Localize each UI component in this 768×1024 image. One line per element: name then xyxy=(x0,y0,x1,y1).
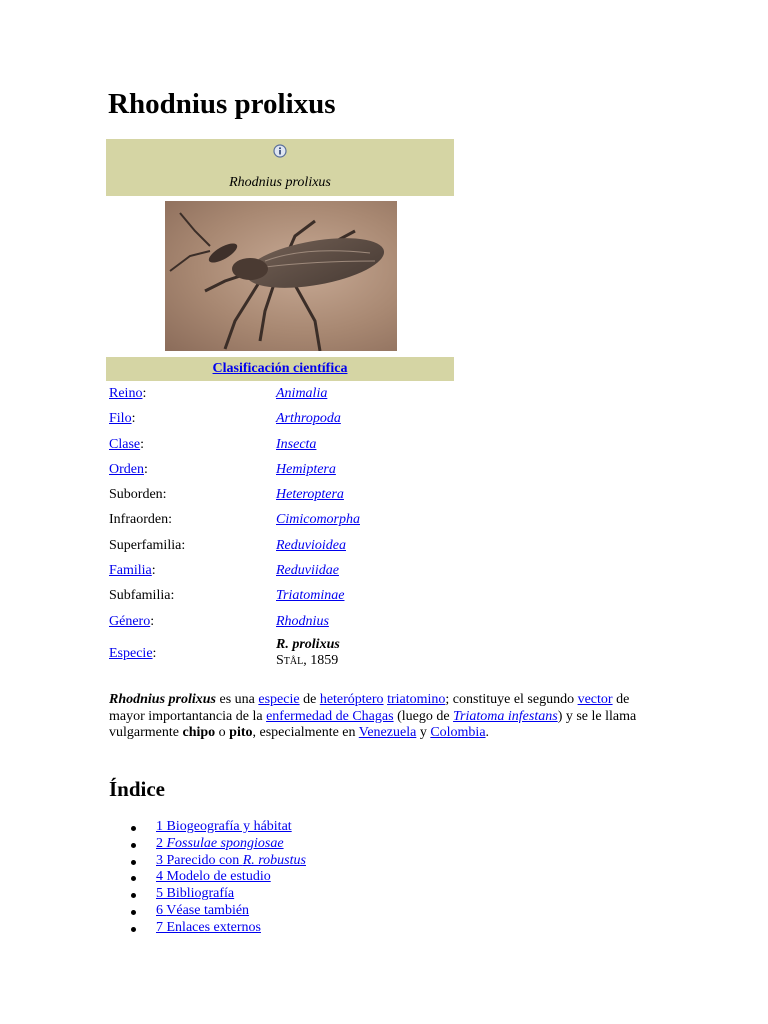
term-chipo: chipo xyxy=(182,725,216,741)
link-heteroptero[interactable]: heteróptero xyxy=(319,692,384,707)
species-author: Stål, 1859 xyxy=(276,652,339,668)
toc-link[interactable]: 3 Parecido con R. robustus xyxy=(156,852,306,868)
row-value-link[interactable]: Animalia xyxy=(276,386,328,401)
info-icon[interactable] xyxy=(273,144,287,158)
row-key-link[interactable]: Familia xyxy=(109,563,152,579)
taxonomy-row: Orden: Hemiptera xyxy=(106,457,454,482)
link-colombia[interactable]: Colombia xyxy=(430,725,486,741)
row-value-link[interactable]: Insecta xyxy=(276,436,317,452)
toc-link[interactable]: 7 Enlaces externos xyxy=(156,919,261,935)
table-of-contents xyxy=(109,819,306,937)
row-value-link[interactable]: Reduvioidea xyxy=(276,537,346,553)
row-value-link[interactable]: Hemiptera xyxy=(276,461,336,477)
insect-illustration xyxy=(165,201,397,351)
taxonomy-row: Infraorden: Cimicomorpha xyxy=(106,507,454,532)
link-triatoma-infestans[interactable]: Triatoma infestans xyxy=(453,708,558,724)
toc-link[interactable]: 4 Modelo de estudio xyxy=(156,869,271,885)
row-value-link[interactable]: Cimicomorpha xyxy=(276,512,360,528)
taxonomy-row: Reino: Animalia xyxy=(106,381,454,406)
taxonomy-rows xyxy=(106,381,454,674)
link-chagas[interactable]: enfermedad de Chagas xyxy=(266,708,394,724)
toc-item xyxy=(109,836,306,853)
species-value xyxy=(276,637,340,669)
taxonomy-row: Familia: Reduviidae xyxy=(106,558,454,583)
taxobox-header xyxy=(106,139,454,196)
link-triatomino[interactable]: triatomino xyxy=(387,692,446,707)
row-key: Superfamilia xyxy=(109,537,182,553)
term-pito: pito xyxy=(229,725,253,741)
row-key: Suborden xyxy=(109,487,163,503)
taxonomy-row: Subfamilia: Triatominae xyxy=(106,583,454,608)
page-title: Rhodnius prolixus xyxy=(108,88,336,120)
toc-link[interactable]: 2 Fossulae spongiosae xyxy=(156,835,284,851)
row-key-link[interactable]: Orden xyxy=(109,461,144,477)
row-value-link[interactable]: Triatominae xyxy=(276,588,345,604)
toc-item xyxy=(109,920,306,937)
taxobox xyxy=(106,139,454,674)
insect-photo[interactable] xyxy=(165,201,397,351)
link-vector[interactable]: vector xyxy=(577,692,613,707)
row-key-link[interactable]: Reino xyxy=(109,386,143,401)
taxonomy-row: Suborden: Heteroptera xyxy=(106,482,454,507)
row-key: Subfamilia xyxy=(109,588,171,604)
intro-paragraph: Rhodnius prolixus es una especie de heteróptero triatomino; constituye el segundo vector de mayor importantancia de la enfermedad de Chagas (luego de Triatoma infestans) y se le llama vulgarmente chipo o pito, especialmente en Venezuela y Colombia. xyxy=(109,692,637,741)
classification-link[interactable]: Clasificación científica xyxy=(212,361,348,376)
row-value-link[interactable]: Reduviidae xyxy=(276,563,339,579)
toc-item xyxy=(109,819,306,836)
link-venezuela[interactable]: Venezuela xyxy=(358,725,417,741)
row-key-link[interactable]: Género xyxy=(109,613,151,629)
toc-item xyxy=(109,853,306,870)
link-especie[interactable]: especie xyxy=(258,692,300,707)
toc-link[interactable]: 6 Véase también xyxy=(156,902,250,918)
toc-heading: Índice xyxy=(109,777,166,801)
species-name: R. prolixus xyxy=(276,636,340,652)
row-key-link[interactable]: Clase xyxy=(109,436,141,452)
toc-link[interactable]: 1 Biogeografía y hábitat xyxy=(156,819,292,834)
toc-item xyxy=(109,886,306,903)
row-key: Infraorden xyxy=(109,512,169,528)
toc-link[interactable]: 5 Bibliografía xyxy=(156,886,235,902)
row-value-link[interactable]: Rhodnius xyxy=(276,613,329,629)
toc-item xyxy=(109,869,306,886)
taxonomy-row: Género: Rhodnius xyxy=(106,609,454,634)
taxonomy-row: Clase: Insecta xyxy=(106,432,454,457)
taxonomy-row: Filo: Arthropoda xyxy=(106,406,454,431)
row-value-link[interactable]: Heteroptera xyxy=(276,487,344,503)
taxonomy-row-species: Especie: R. prolixus Stål, 1859 xyxy=(109,636,340,668)
subject-name: Rhodnius prolixus xyxy=(109,692,216,707)
taxonomy-row: Superfamilia: Reduvioidea xyxy=(106,533,454,558)
row-value-link[interactable]: Arthropoda xyxy=(276,411,341,427)
toc-item xyxy=(109,903,306,920)
classification-header xyxy=(106,357,454,381)
taxobox-title: Rhodnius prolixus xyxy=(229,175,331,190)
species-key-link[interactable]: Especie xyxy=(109,645,153,661)
row-key-link[interactable]: Filo xyxy=(109,411,132,427)
